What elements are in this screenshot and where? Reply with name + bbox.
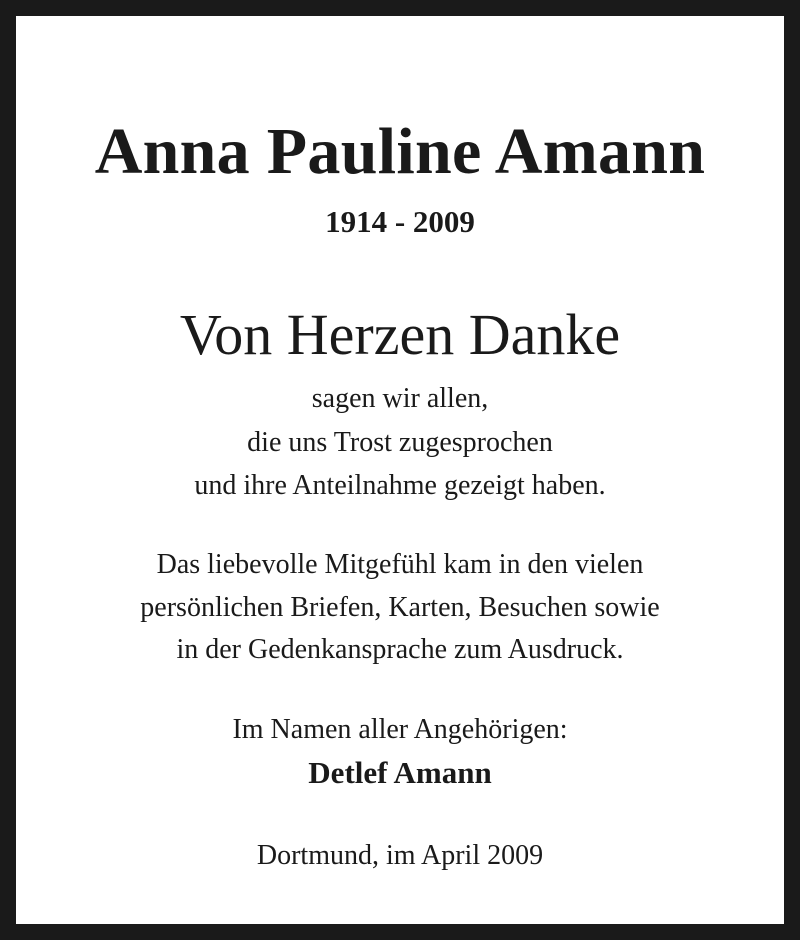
- thanks-line: sagen wir allen,: [311, 383, 489, 414]
- thanks-headline: Von Herzen Danke: [179, 302, 621, 367]
- signer-name: Detlef Amann: [308, 755, 492, 790]
- sympathy-line: persönlichen Briefen, Karten, Besuchen sowie: [140, 592, 660, 623]
- thanks-line: und ihre Anteilnahme gezeigt haben.: [194, 470, 606, 501]
- place-date: Dortmund, im April 2009: [256, 840, 544, 871]
- sympathy-line: in der Gedenkansprache zum Ausdruck.: [176, 634, 624, 665]
- behalf-line: Im Namen aller Angehörigen:: [232, 714, 568, 745]
- life-years: 1914 - 2009: [325, 204, 475, 239]
- deceased-name: Anna Pauline Amann: [94, 115, 706, 188]
- sympathy-line: Das liebevolle Mitgefühl kam in den vielen: [156, 549, 644, 580]
- thanks-line: die uns Trost zugesprochen: [247, 427, 553, 458]
